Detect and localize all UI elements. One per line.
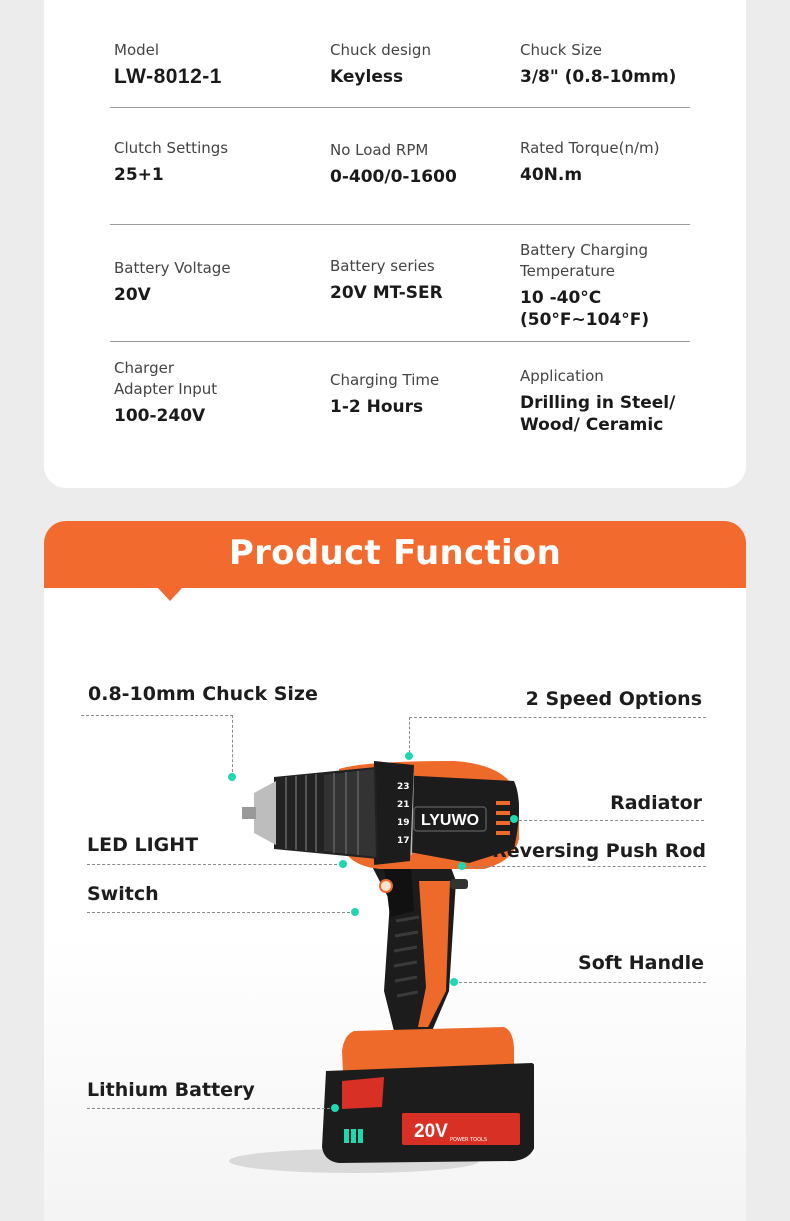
leader-battery (87, 1108, 335, 1109)
row-divider (110, 224, 690, 225)
spec-card (44, 0, 746, 488)
spec-value: 20V (114, 285, 151, 305)
spec-label: Battery Charging Temperature (520, 241, 649, 280)
chuck-tip (254, 781, 276, 845)
spec-value: 1-2 Hours (330, 397, 424, 417)
brand-text: LYUWO (420, 812, 480, 829)
svg-text:17: 17 (397, 836, 410, 846)
leader-handle (454, 982, 706, 983)
callout-reversing: Reversing Push Rod (492, 840, 706, 862)
marker-radiator (510, 815, 518, 823)
spec-label: Model (114, 41, 160, 59)
spec-value: 100-240V (114, 406, 206, 426)
leader-chuck-size (81, 715, 233, 716)
callout-led: LED LIGHT (87, 834, 199, 856)
battery-brand-text: POWER TOOLS (450, 1137, 488, 1143)
battery-voltage-text: 20V (414, 1121, 448, 1142)
row-divider (110, 107, 690, 108)
clutch-ring (374, 761, 414, 865)
marker-reversing (458, 862, 466, 870)
leader-radiator (514, 820, 704, 821)
spec-value: 20V MT-SER (330, 283, 443, 303)
battery-release (342, 1077, 384, 1109)
spec-value: 40N.m (520, 165, 583, 185)
spec-battery-series (330, 256, 443, 304)
marker-speed (405, 752, 413, 760)
callout-chuck-size: 0.8-10mm Chuck Size (88, 683, 318, 705)
leader-switch (87, 912, 355, 913)
charge-indicator (344, 1129, 363, 1143)
spec-label: Battery series (330, 257, 435, 275)
marker-chuck (228, 773, 236, 781)
marker-switch (351, 908, 359, 916)
led-light (380, 880, 392, 892)
spec-label: Chuck design (330, 41, 431, 59)
header-notch (158, 588, 182, 601)
spec-charging-time (330, 370, 439, 418)
chuck-sleeve (324, 769, 376, 857)
leader-reversing (462, 866, 706, 867)
product-function-card (44, 521, 746, 1221)
spec-label: Application (520, 367, 604, 385)
callout-speed: 2 Speed Options (525, 688, 702, 710)
callout-handle: Soft Handle (578, 952, 704, 974)
leader-led (87, 864, 342, 865)
callout-battery: Lithium Battery (87, 1079, 255, 1101)
svg-text:23: 23 (397, 782, 410, 792)
spec-charger-input (114, 358, 217, 427)
spec-chuck-design (330, 40, 431, 88)
spec-value: 10 -40°C (50°F~104°F) (520, 288, 650, 330)
spec-label: Rated Torque(n/m) (520, 139, 660, 157)
marker-battery (331, 1104, 339, 1112)
leader-chuck-size-drop (232, 715, 233, 777)
spec-value: Drilling in Steel/ Wood/ Ceramic (520, 393, 676, 435)
spec-rpm (330, 140, 457, 188)
spec-label: Battery Voltage (114, 259, 231, 277)
row-divider (110, 341, 690, 342)
spec-label: No Load RPM (330, 141, 429, 159)
spec-label: Clutch Settings (114, 139, 229, 157)
spec-label: Charger Adapter Input (114, 359, 218, 398)
callout-radiator: Radiator (610, 792, 702, 814)
spec-value: 0-400/0-1600 (330, 167, 457, 187)
chuck-jaws (242, 807, 256, 819)
spec-application (520, 366, 675, 436)
spec-label: Charging Time (330, 371, 440, 389)
spec-model (114, 40, 222, 88)
section-header (44, 521, 746, 588)
reversing-rod (450, 879, 468, 889)
spec-value: Keyless (330, 67, 404, 87)
callout-switch: Switch (87, 883, 159, 905)
spec-clutch (114, 138, 228, 186)
svg-text:21: 21 (397, 800, 410, 810)
spec-chuck-size (520, 40, 676, 88)
spec-value: LW-8012-1 (114, 65, 222, 88)
marker-handle (450, 978, 458, 986)
spec-value: 25+1 (114, 165, 164, 185)
spec-label: Chuck Size (520, 41, 602, 59)
section-title: Product Function (228, 533, 562, 573)
drill-illustration (214, 731, 534, 1186)
leader-speed (409, 717, 706, 718)
leader-speed-drop (409, 717, 410, 753)
svg-text:19: 19 (397, 818, 410, 828)
spec-battery-voltage (114, 258, 231, 306)
spec-torque (520, 138, 660, 186)
spec-charging-temp (520, 240, 649, 331)
spec-value: 3/8" (0.8-10mm) (520, 67, 677, 87)
marker-led (339, 860, 347, 868)
